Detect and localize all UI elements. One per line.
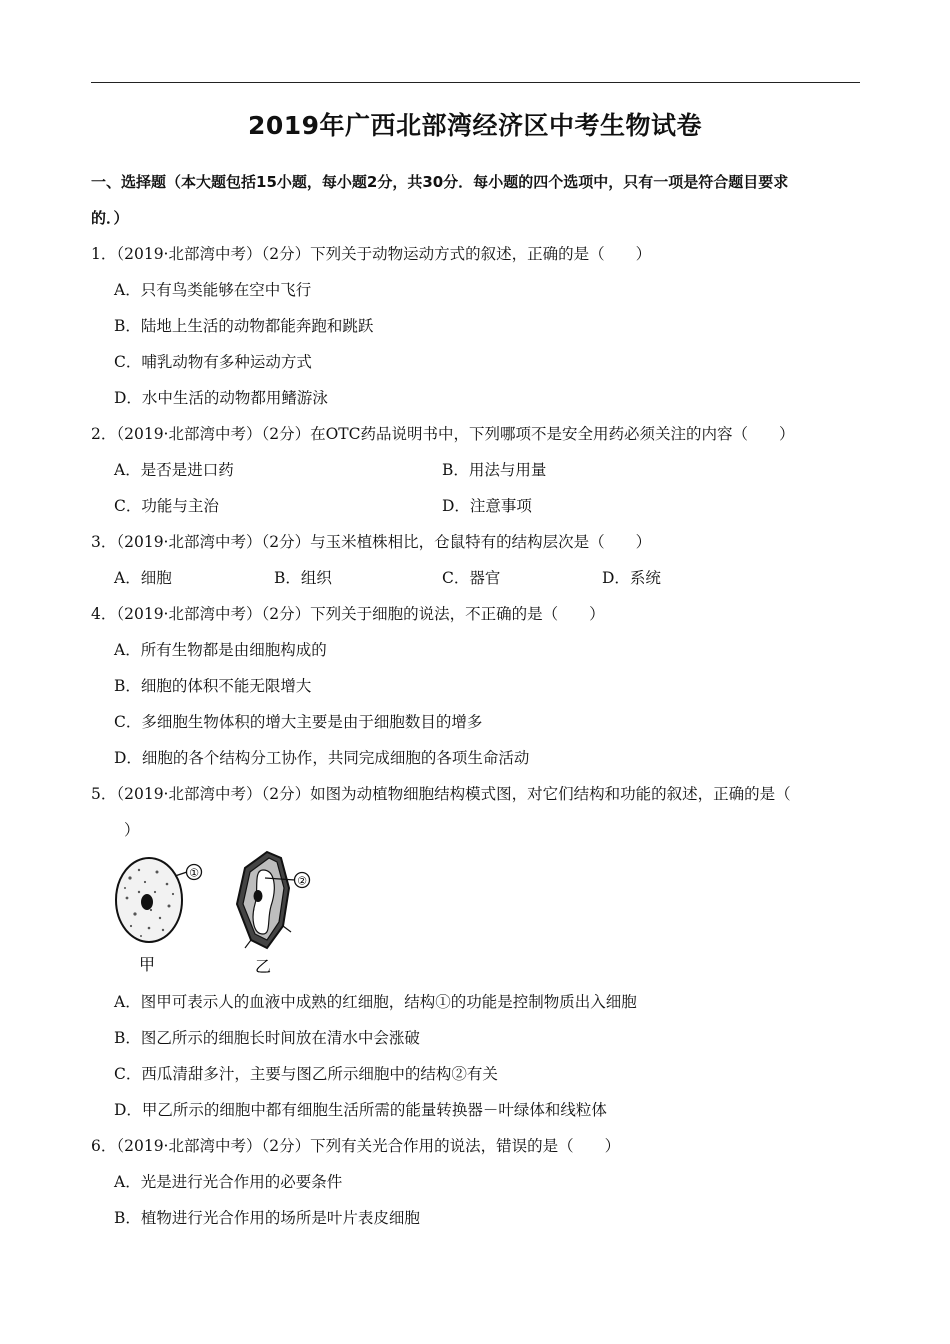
question-1-option-c: C．哺乳动物有多种运动方式	[114, 353, 312, 371]
question-6-option-a: A．光是进行光合作用的必要条件	[114, 1173, 343, 1191]
cell-structure-figure	[105, 848, 335, 978]
question-1-option-b: B．陆地上生活的动物都能奔跑和跳跃	[114, 317, 374, 335]
question-4-stem: 4．（2019·北部湾中考）（2分）下列关于细胞的说法，不正确的是（ ）	[91, 605, 605, 623]
question-3-option-c: C．器官	[442, 569, 501, 587]
question-2-option-d: D．注意事项	[442, 497, 532, 515]
plant-cell-diagram	[237, 852, 310, 976]
question-5-stem-cont: ）	[124, 821, 140, 839]
header-rule	[91, 82, 860, 83]
question-3-stem: 3．（2019·北部湾中考）（2分）与玉米植株相比，仓鼠特有的结构层次是（ ）	[91, 533, 652, 551]
question-5-stem: 5．（2019·北部湾中考）（2分）如图为动植物细胞结构模式图，对它们结构和功能的叙述，正确的是（	[91, 785, 791, 803]
question-4-option-b: B．细胞的体积不能无限增大	[114, 677, 312, 695]
figure-label-b: 乙	[254, 957, 272, 976]
page-title: 2019年广西北部湾经济区中考生物试卷	[247, 111, 703, 140]
question-5-option-a: A．图甲可表示人的血液中成熟的红细胞，结构①的功能是控制物质出入细胞	[114, 993, 637, 1011]
question-5-option-d: D．甲乙所示的细胞中都有细胞生活所需的能量转换器－叶绿体和线粒体	[114, 1101, 607, 1119]
marker-1: ①	[189, 866, 199, 880]
question-3-option-b: B．组织	[274, 569, 332, 587]
question-6-option-b: B．植物进行光合作用的场所是叶片表皮细胞	[114, 1209, 420, 1227]
question-4-option-c: C．多细胞生物体积的增大主要是由于细胞数目的增多	[114, 713, 483, 731]
question-3-option-a: A．细胞	[114, 569, 172, 587]
question-2-option-c: C．功能与主治	[114, 497, 219, 515]
question-4-option-d: D．细胞的各个结构分工协作，共同完成细胞的各项生命活动	[114, 749, 530, 767]
section-heading-cont: 的．）	[91, 209, 129, 227]
question-4-option-a: A．所有生物都是由细胞构成的	[114, 641, 327, 659]
question-1-option-a: A．只有鸟类能够在空中飞行	[114, 281, 312, 299]
question-5-option-c: C．西瓜清甜多汁，主要与图乙所示细胞中的结构②有关	[114, 1065, 498, 1083]
question-5-option-b: B．图乙所示的细胞长时间放在清水中会涨破	[114, 1029, 420, 1047]
question-2-option-b: B．用法与用量	[442, 461, 547, 479]
figure-label-a: 甲	[138, 955, 156, 974]
marker-2: ②	[297, 874, 307, 888]
question-1-stem: 1．（2019·北部湾中考）（2分）下列关于动物运动方式的叙述，正确的是（ ）	[91, 245, 652, 263]
question-1-option-d: D．水中生活的动物都用鳍游泳	[114, 389, 328, 407]
animal-cell-diagram	[116, 858, 202, 974]
question-3-option-d: D．系统	[602, 569, 661, 587]
question-2-option-a: A．是否是进口药	[114, 461, 234, 479]
question-2-stem: 2．（2019·北部湾中考）（2分）在OTC药品说明书中，下列哪项不是安全用药必须关注的内容（ ）	[91, 425, 795, 443]
question-6-stem: 6．（2019·北部湾中考）（2分）下列有关光合作用的说法，错误的是（ ）	[91, 1137, 621, 1155]
section-heading: 一、选择题（本大题包括15小题，每小题2分，共30分．每小题的四个选项中，只有一项是符合题目要求	[91, 173, 789, 191]
